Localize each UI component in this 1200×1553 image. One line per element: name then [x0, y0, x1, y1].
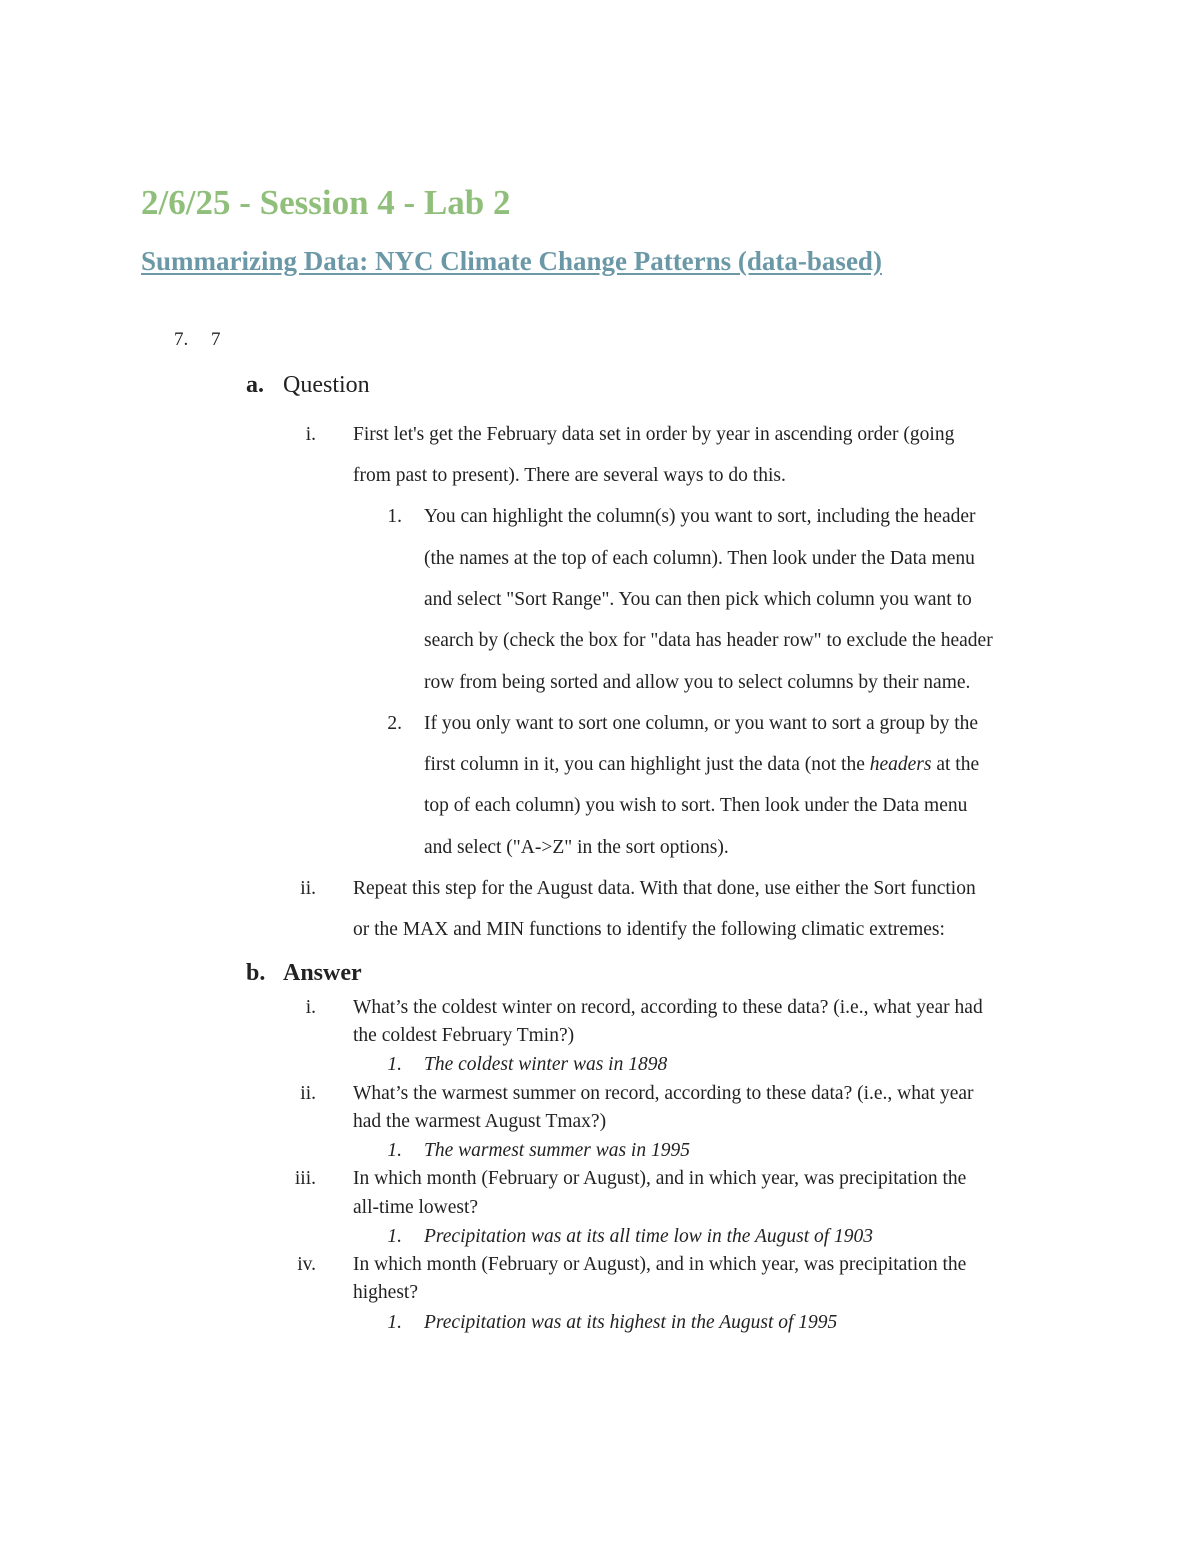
answer-question-line: had the warmest August Tmax?) [353, 1111, 607, 1132]
instruction-text-line: top of each column) you wish to sort. Then look under the Data menu [424, 795, 968, 816]
instruction-text-line: and select ("A->Z" in the sort options). [424, 837, 729, 858]
question-text-line: Repeat this step for the August data. With that done, use either the Sort function [353, 878, 976, 899]
instruction-text-line: and select "Sort Range". You can then pick which column you want to [424, 589, 972, 610]
answer-question-line: all-time lowest? [353, 1197, 479, 1218]
section-marker-question: a. [246, 372, 264, 398]
question-text-line: First let's get the February data set in order by year in ascending order (going [353, 424, 955, 445]
page-title: 2/6/25 - Session 4 - Lab 2 [141, 183, 511, 222]
instruction-text-line: row from being sorted and allow you to select columns by their name. [424, 672, 971, 693]
section-heading-question: Question [283, 372, 370, 398]
list-item-text: 7 [211, 329, 221, 350]
list-marker: 2. [387, 713, 402, 734]
instruction-text-line: You can highlight the column(s) you want to sort, including the header [424, 506, 976, 527]
list-marker: ii. [300, 1083, 316, 1104]
question-text-line: from past to present). There are several ways to do this. [353, 465, 786, 486]
list-marker: 1. [387, 1140, 402, 1161]
answer-question-line: What’s the coldest winter on record, according to these data? (i.e., what year had [353, 997, 983, 1018]
list-marker: 1. [387, 506, 402, 527]
instruction-text-line [424, 754, 979, 776]
list-marker: 7. [174, 329, 189, 350]
text-run: at the [931, 754, 980, 775]
section-heading-answer: Answer [283, 960, 362, 986]
section-marker-answer: b. [246, 960, 266, 986]
answer-text: The coldest winter was in 1898 [424, 1054, 668, 1075]
list-marker: 1. [387, 1312, 402, 1333]
instruction-text-line: search by (check the box for "data has header row" to exclude the header [424, 630, 993, 651]
answer-text: Precipitation was at its all time low in the August of 1903 [424, 1226, 874, 1247]
text-run: first column in it, you can highlight just the data (not the [424, 754, 870, 775]
list-marker: 1. [387, 1226, 402, 1247]
answer-question-line: highest? [353, 1282, 418, 1303]
list-marker: i. [305, 424, 316, 445]
instruction-text-line: If you only want to sort one column, or you want to sort a group by the [424, 713, 979, 734]
instruction-text-line: (the names at the top of each column). Then look under the Data menu [424, 548, 975, 569]
emphasis-headers: headers [869, 754, 932, 775]
answer-text: Precipitation was at its highest in the August of 1995 [424, 1312, 838, 1333]
answer-question-line: In which month (February or August), and in which year, was precipitation the [353, 1168, 967, 1189]
list-marker: i. [305, 997, 316, 1018]
list-marker: iv. [297, 1254, 316, 1275]
list-marker: ii. [300, 878, 316, 899]
answer-text: The warmest summer was in 1995 [424, 1140, 690, 1161]
list-marker: 1. [387, 1054, 402, 1075]
page-subtitle: Summarizing Data: NYC Climate Change Patterns (data-based) [141, 246, 882, 276]
answer-question-line: In which month (February or August), and in which year, was precipitation the [353, 1254, 967, 1275]
answer-question-line: the coldest February Tmin?) [353, 1025, 575, 1046]
answer-question-line: What’s the warmest summer on record, according to these data? (i.e., what year [353, 1083, 974, 1104]
question-text-line: or the MAX and MIN functions to identify the following climatic extremes: [353, 919, 945, 940]
list-marker: iii. [294, 1168, 316, 1189]
